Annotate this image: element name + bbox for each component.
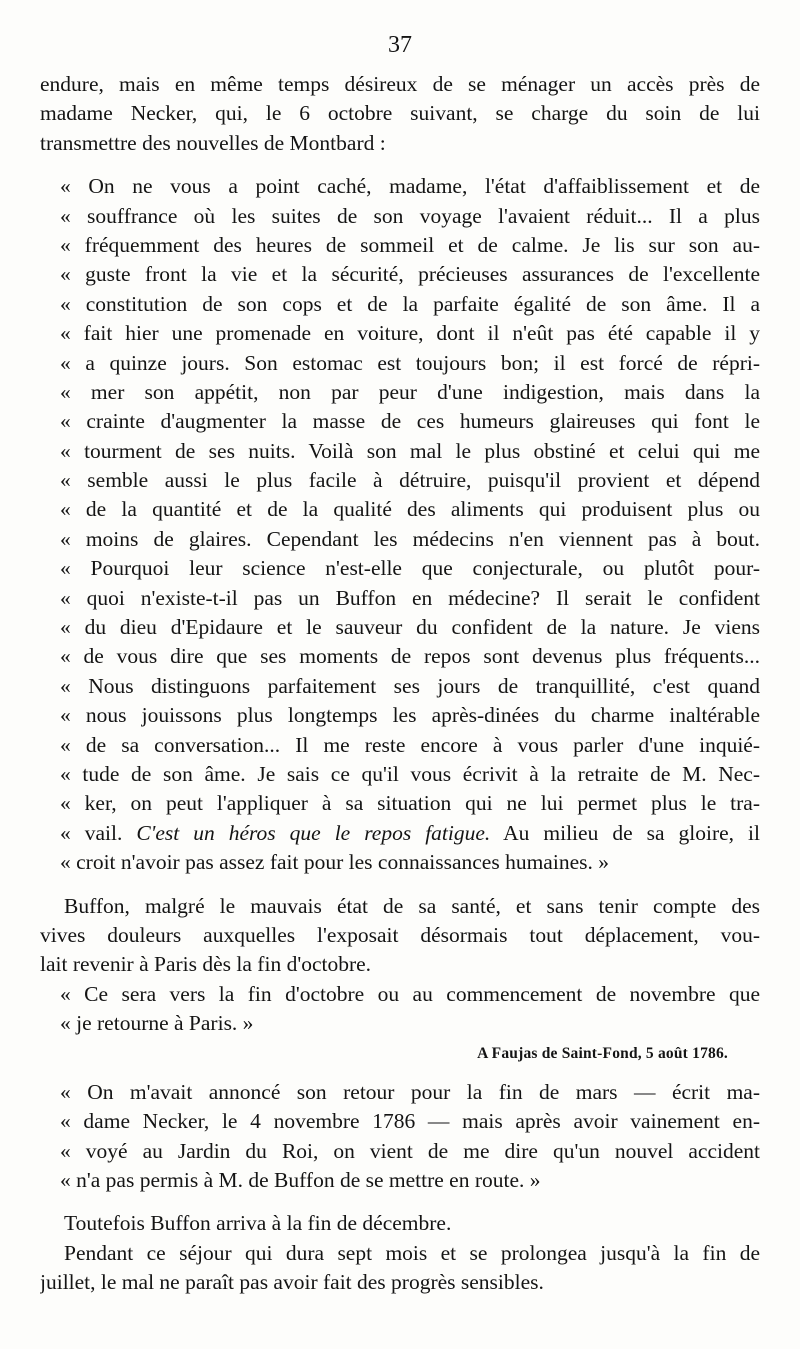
quote-line: « souffrance où les suites de son voyage l'avaient réduit... Il a plus [60, 203, 760, 228]
quote-line: « de la quantité et de la qualité des aliments qui produisent plus ou [60, 497, 760, 522]
paragraph-gap [40, 1068, 760, 1078]
text-line: Pendant ce séjour qui dura sept mois et se prolongea jusqu'à la fin de [64, 1240, 760, 1265]
quote-line: « On ne vous a point caché, madame, l'état d'affaiblissement et de [60, 174, 760, 199]
text-line: transmettre des nouvelles de Montbard : [40, 130, 386, 155]
quote-line: « Pourquoi leur science n'est-elle que conjecturale, ou plutôt pour- [60, 556, 760, 581]
text-line: lait revenir à Paris dès la fin d'octobre. [40, 952, 372, 977]
quote-line: « fréquemment des heures de sommeil et de calme. Je lis sur son au- [60, 232, 760, 257]
quote-line: « On m'avait annoncé son retour pour la fin de mars — écrit ma- [60, 1079, 760, 1104]
text-line: madame Necker, qui, le 6 octobre suivant, se charge du soin de lui [40, 101, 760, 126]
quote-line: « Nous distinguons parfaitement ses jours de tranquillité, c'est quand [60, 673, 760, 698]
text-line: juillet, le mal ne paraît pas avoir fait des progrès sensibles. [40, 1270, 544, 1295]
quote-line: « constitution de son cops et de la parfaite égalité de son âme. Il a [60, 291, 760, 316]
quote-text: Au milieu de sa gloire, il [490, 820, 760, 845]
paragraph-gap [40, 878, 760, 892]
quote-line: « ker, on peut l'appliquer à sa situation qui ne lui permet plus le tra- [60, 791, 760, 816]
quote-line: « moins de glaires. Cependant les médecins n'en viennent pas à bout. [60, 526, 760, 551]
page-number: 37 [388, 32, 412, 58]
quote-line: « nous jouissons plus longtemps les après-dinées du charme inaltérable [60, 703, 760, 728]
quote-line: « crainte d'augmenter la masse de ces humeurs glaireuses qui font le [60, 409, 760, 434]
quote-line: « quoi n'existe-t-il pas un Buffon en médecine? Il serait le confident [60, 585, 760, 610]
attribution: A Faujas de Saint-Fond, 5 août 1786. [477, 1044, 728, 1062]
quote-line: « de sa conversation... Il me reste encore à vous parler d'une inquié- [60, 732, 760, 757]
italic-quote: C'est un héros que le repos fatigue. [136, 820, 491, 845]
quote-line: « du dieu d'Epidaure et le sauveur du confident de la nature. Je viens [60, 615, 760, 640]
text-line: Toutefois Buffon arriva à la fin de décembre. [64, 1211, 452, 1236]
page-text [40, 70, 760, 1298]
text-line: vives douleurs auxquelles l'exposait désormais tout déplacement, vou- [40, 922, 760, 947]
quote-line: « tourment de ses nuits. Voilà son mal le plus obstiné et celui qui me [60, 438, 760, 463]
quote-line: « je retourne à Paris. » [60, 1011, 254, 1036]
quote-line: « mer son appétit, non par peur d'une indigestion, mais dans la [60, 379, 760, 404]
quote-line: « Ce sera vers la fin d'octobre ou au commencement de novembre que [60, 981, 760, 1006]
quote-text: « vail. [60, 820, 137, 845]
quote-line: « tude de son âme. Je sais ce qu'il vous écrivit à la retraite de M. Nec- [60, 761, 760, 786]
quote-line: « a quinze jours. Son estomac est toujours bon; il est forcé de répri- [60, 350, 760, 375]
paragraph-gap [40, 158, 760, 172]
quote-line: « guste front la vie et la sécurité, précieuses assurances de l'excellente [60, 262, 760, 287]
paragraph-gap [40, 1195, 760, 1209]
quote-line: « n'a pas permis à M. de Buffon de se mettre en route. » [60, 1168, 541, 1193]
quote-line: « fait hier une promenade en voiture, dont il n'eût pas été capable il y [60, 321, 760, 346]
quote-line: « dame Necker, le 4 novembre 1786 — mais après avoir vainement en- [60, 1109, 760, 1134]
quote-line: « voyé au Jardin du Roi, on vient de me dire qu'un nouvel accident [60, 1138, 760, 1163]
text-line: endure, mais en même temps désireux de se ménager un accès près de [40, 72, 760, 96]
quote-line: « croit n'avoir pas assez fait pour les connaissances humaines. » [60, 850, 609, 875]
quote-line: « de vous dire que ses moments de repos sont devenus plus fréquents... [60, 644, 760, 669]
text-line: Buffon, malgré le mauvais état de sa santé, et sans tenir compte des [64, 893, 760, 918]
quote-line-italic [40, 819, 760, 848]
quote-line: « semble aussi le plus facile à détruire, puisqu'il provient et dépend [60, 468, 760, 493]
